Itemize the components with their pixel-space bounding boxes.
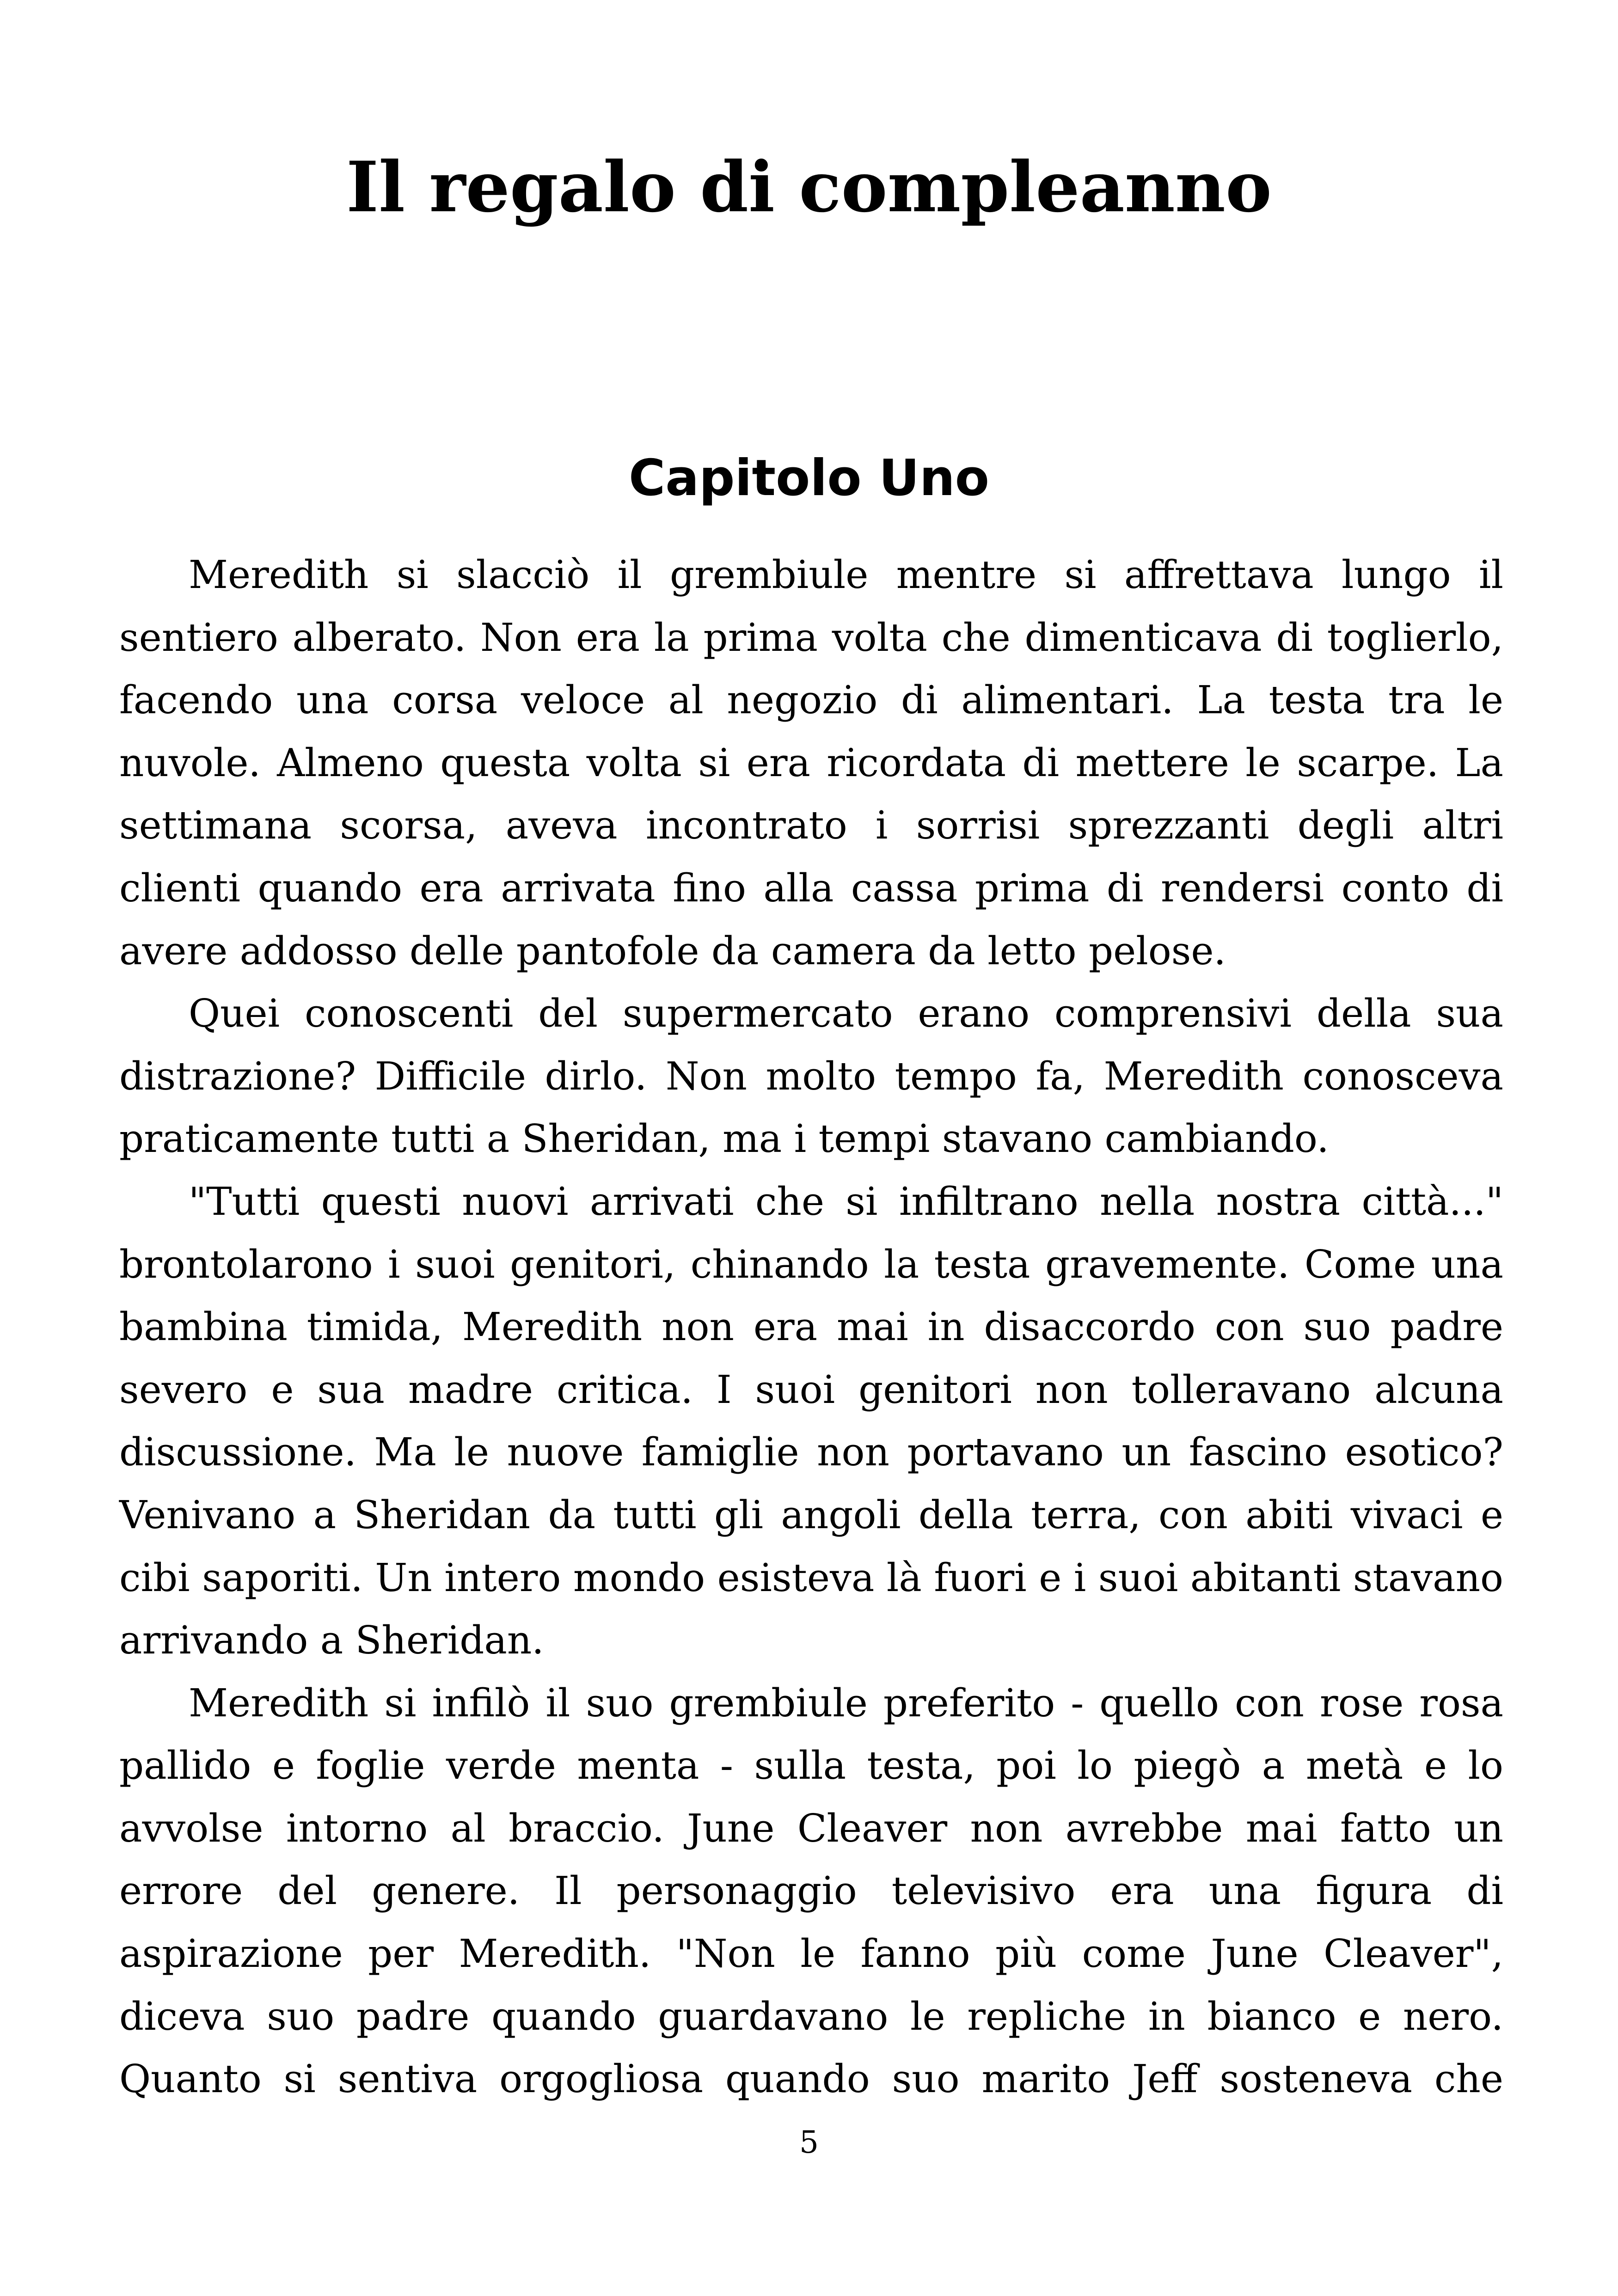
paragraph: Meredith si slacciò il grembiule mentre si affrettava lungo il sentiero alberato. Non era la prima volta che dimenticava di toglierlo, facendo una corsa veloce al negozio di alimentari. La testa tra le nuvole. Almeno questa volta si era ricordata di mettere le scarpe. La settimana scorsa, aveva incontrato i sorrisi sprezzanti degli altri clienti quando era arrivata fino alla cassa prima di rendersi conto di avere addosso delle pantofole da camera da letto pelose.	[119, 552, 1503, 974]
page-number: 5	[799, 2125, 819, 2160]
paragraph: Quei conoscenti del supermercato erano comprensivi della sua distrazione? Difficile dirlo. Non molto tempo fa, Meredith conosceva praticamente tutti a Sheridan, ma i tempi stavano cambiando.	[119, 991, 1503, 1162]
chapter-body	[119, 544, 1503, 2111]
paragraph: Meredith si infilò il suo grembiule preferito - quello con rose rosa pallido e foglie verde menta - sulla testa, poi lo piegò a metà e lo avvolse intorno al braccio. June Cleaver non avrebbe mai fatto un errore del genere. Il personaggio televisivo era una figura di aspirazione per Meredith. "Non le fanno più come June Cleaver", diceva suo padre quando guardavano le repliche in bianco e nero. Quanto si sentiva orgogliosa quando suo marito Jeff sosteneva che	[119, 1680, 1503, 2102]
chapter-title: Capitolo Uno	[629, 449, 989, 507]
paragraph: "Tutti questi nuovi arrivati che si infiltrano nella nostra città..." brontolarono i suoi genitori, chinando la testa gravemente. Come una bambina timida, Meredith non era mai in disaccordo con suo padre severo e sua madre critica. I suoi genitori non tolleravano alcuna discussione. Ma le nuove famiglie non portavano un fascino esotico? Venivano a Sheridan da tutti gli angoli della terra, con abiti vivaci e cibi saporiti. Un intero mondo esisteva là fuori e i suoi abitanti stavano arrivando a Sheridan.	[119, 1179, 1503, 1663]
book-title: Il regalo di compleanno	[346, 147, 1272, 228]
